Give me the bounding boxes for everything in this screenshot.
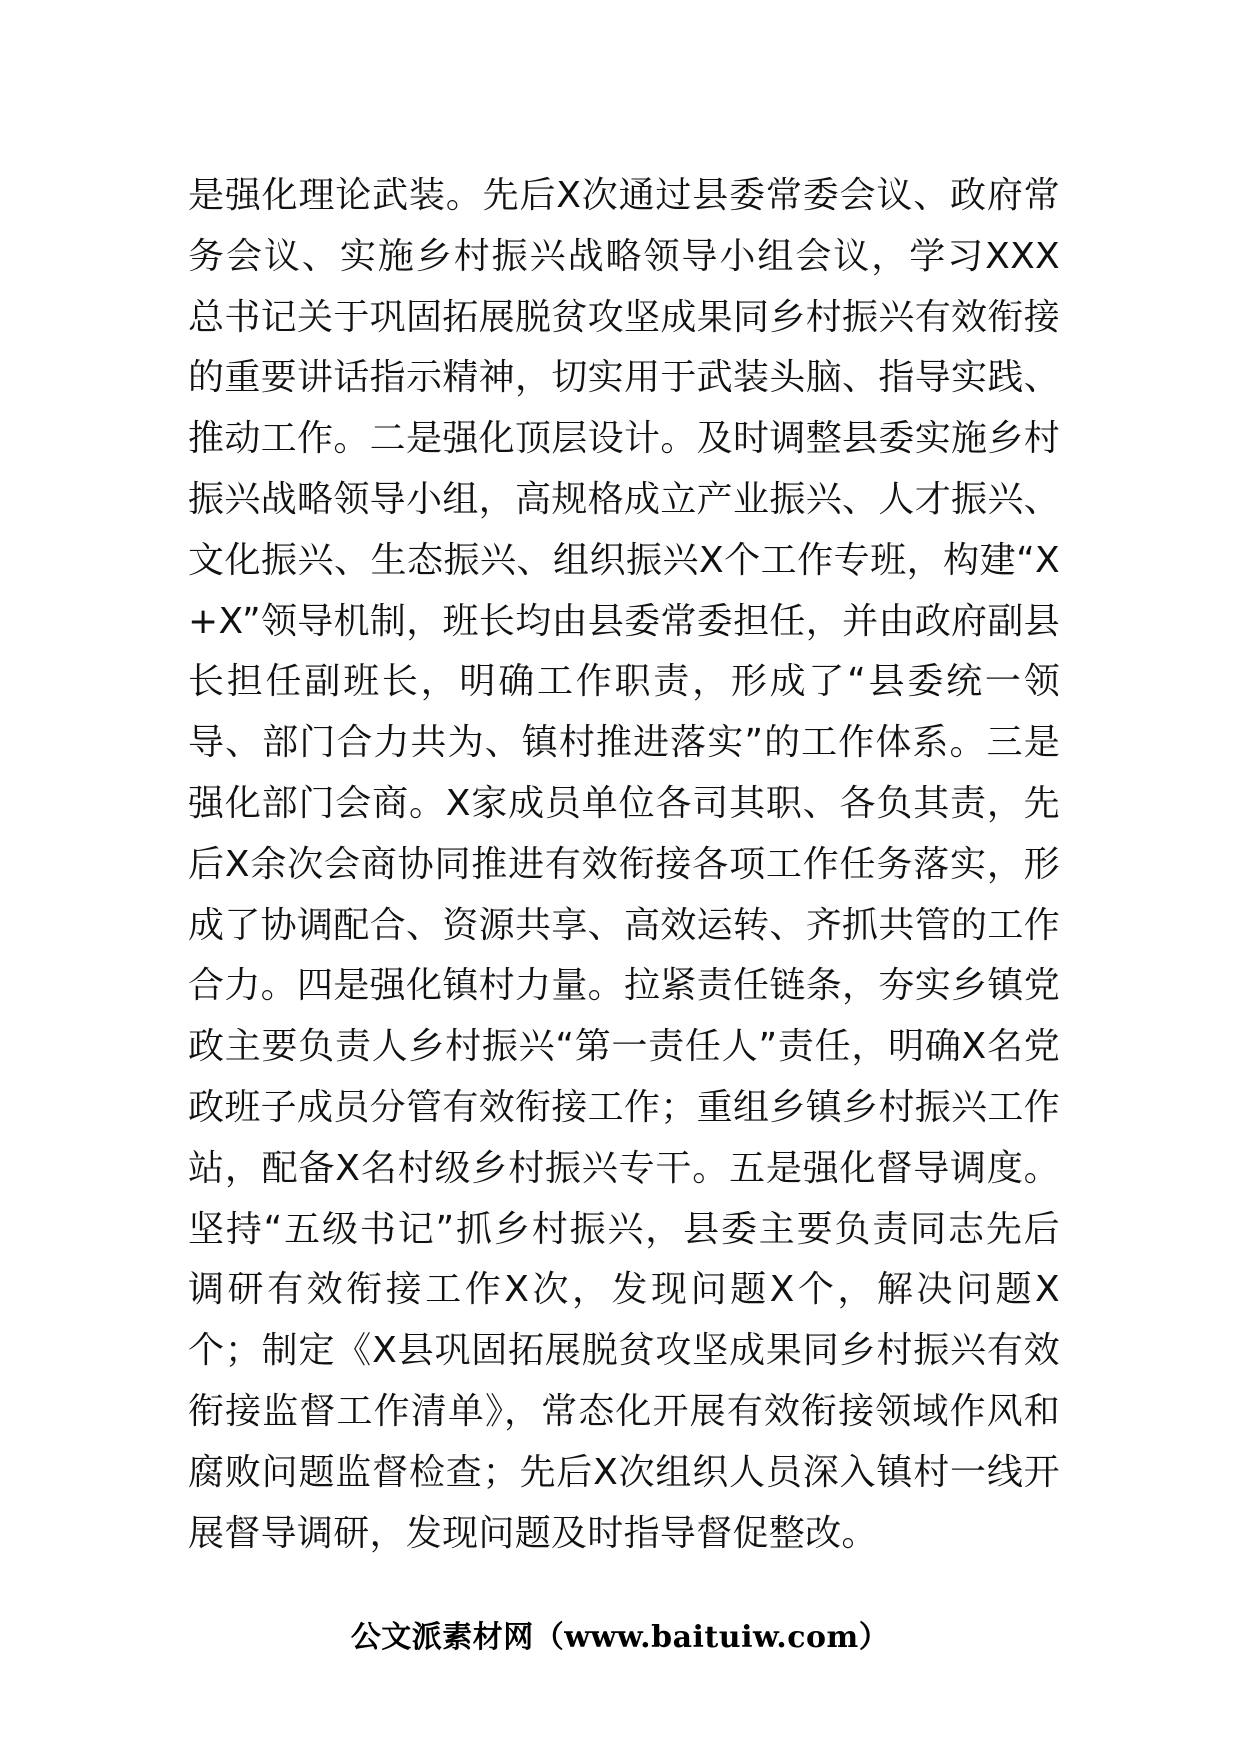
body-paragraph: 是强化理论武装。先后X次通过县委常委会议、政府常务会议、实施乡村振兴战略领导小组会议，学习XXX总书记关于巩固拓展脱贫攻坚成果同乡村振兴有效衔接的重要讲话指示精神，切实用于武装头脑、指导实践、推动工作。二是强化顶层设计。及时调整县委实施乡村振兴战略领导小组，高规格成立产业振兴、人才振兴、文化振兴、生态振兴、组织振兴X个工作专班，构建“X+X”领导机制，班长均由县委常委担任，并由政府副县长担任副班长，明确工作职责，形成了“县委统一领导、部门合力共为、镇村推进落实”的工作体系。三是强化部门会商。X家成员单位各司其职、各负其责，先后X余次会商协同推进有效衔接各项工作任务落实，形成了协调配合、资源共享、高效运转、齐抓共管的工作合力。四是强化镇村力量。拉紧责任链条，夯实乡镇党政主要负责人乡村振兴“第一责任人”责任，明确X名党政班子成员分管有效衔接工作；重组乡镇乡村振兴工作站，配备X名村级乡村振兴专干。五是强化督导调度。坚持“五级书记”抓乡村振兴，县委主要负责同志先后调研有效衔接工作X次，发现问题X个，解决问题X个；制定《X县巩固拓展脱贫攻坚成果同乡村振兴有效衔接监督工作清单》，常态化开展有效衔接领域作风和腐败问题监督检查；先后X次组织人员深入镇村一线开展督导调研，发现问题及时指导督促整改。 — [188, 175, 1060, 1554]
footer-watermark: 公文派素材网（www.baituiw.com） — [350, 1620, 890, 1655]
